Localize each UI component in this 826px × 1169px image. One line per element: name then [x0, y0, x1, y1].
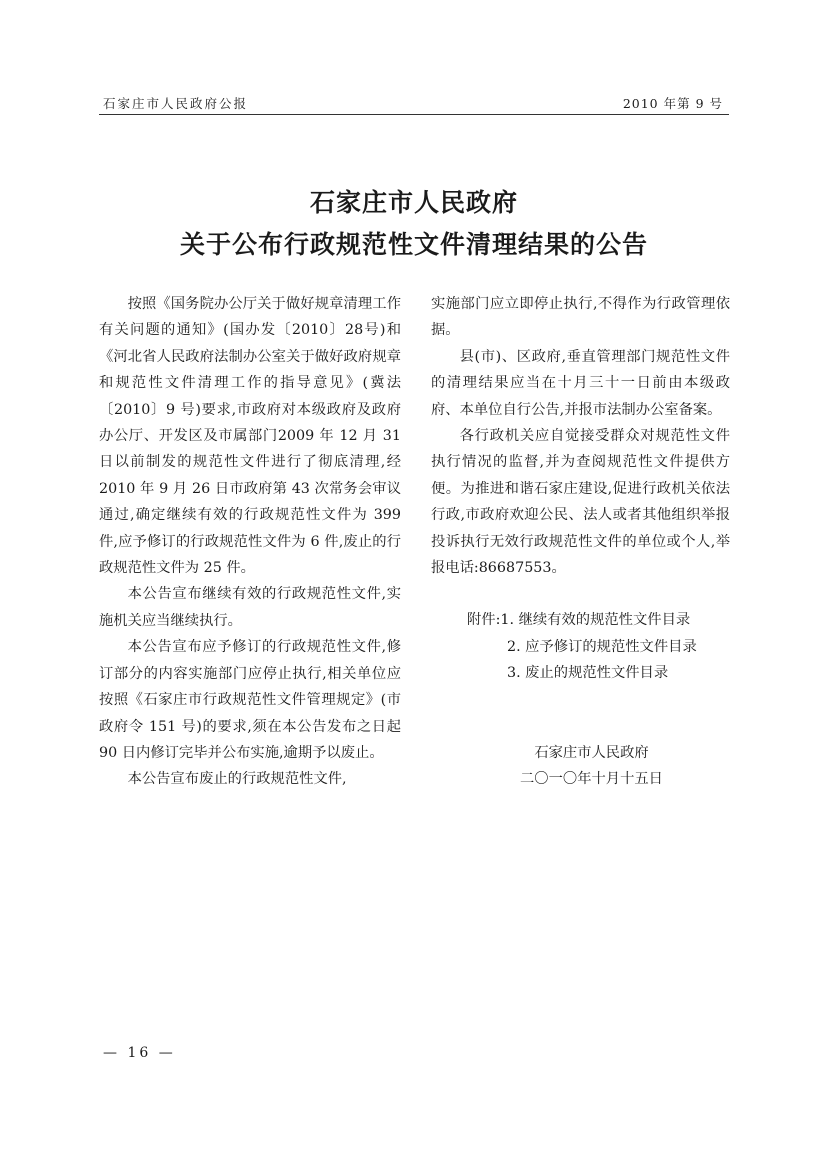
paragraph: 本公告宣布废止的行政规范性文件,	[127, 771, 347, 788]
attachment-item: 3. 废止的规范性文件目录	[507, 665, 669, 682]
right-column	[431, 291, 730, 792]
issue-number: 2010 年第 9 号	[622, 96, 723, 111]
attachment-item: 附件:1. 继续有效的规范性文件目录	[467, 612, 691, 629]
paragraph: 本公告宣布继续有效的行政规范性文件,实施机关应当继续执行。	[99, 586, 401, 629]
page-number: — 16 —	[103, 1045, 176, 1061]
publication-name: 石家庄市人民政府公报	[103, 96, 249, 111]
title-line-2: 关于公布行政规范性文件清理结果的公告	[179, 230, 648, 259]
attachment-item: 2. 应予修订的规范性文件目录	[507, 638, 697, 655]
paragraph: 实施部门应立即停止执行,不得作为行政管理依据。	[431, 296, 730, 339]
attachments-prefix: 附件:	[467, 612, 501, 629]
signature-block	[431, 740, 730, 793]
attachments-list	[431, 607, 730, 686]
title-line-1: 石家庄市人民政府	[309, 188, 518, 217]
running-header	[99, 94, 729, 115]
signature-date: 二〇一〇年十月十五日	[520, 771, 663, 788]
paragraph: 县(市)、区政府,垂直管理部门规范性文件的清理结果应当在十月三十一日前由本级政府、本单位自行公告,并报市法制办公室备案。	[431, 348, 730, 418]
paragraph: 按照《国务院办公厅关于做好规章清理工作有关问题的通知》(国办发〔2010〕28号)和《河北省人民政府法制办公室关于做好政府规章和规范性文件清理工作的指导意见》(冀法〔2010〕9 号)要求,市政府对本级政府及政府办公厅、开发区及市属部门2009 年 12 月 31 日以前制发的规范性文件进行了彻底清理,经 2010 年 9 月 26 日市政府第 43 次常务会审议通过,确定继续有效的行政规范性文件为 399 件,应予修订的行政规范性文件为 6 件,废止的行政规范性文件为 25 件。	[99, 296, 401, 577]
signature-org: 石家庄市人民政府	[534, 744, 649, 761]
paragraph: 各行政机关应自觉接受群众对规范性文件执行情况的监督,并为查阅规范性文件提供方便。为推进和谐石家庄建设,促进行政机关依法行政,市政府欢迎公民、法人或者其他组织举报投诉执行无效行政规范性文件的单位或个人,举报电话:86687553。	[431, 428, 730, 577]
paragraph: 本公告宣布应予修订的行政规范性文件,修订部分的内容实施部门应停止执行,相关单位应按照《石家庄市行政规范性文件管理规定》(市政府令 151 号)的要求,须在本公告发布之日起 90 日内修订完毕并公布实施,逾期予以废止。	[99, 639, 401, 761]
left-column	[99, 291, 401, 793]
